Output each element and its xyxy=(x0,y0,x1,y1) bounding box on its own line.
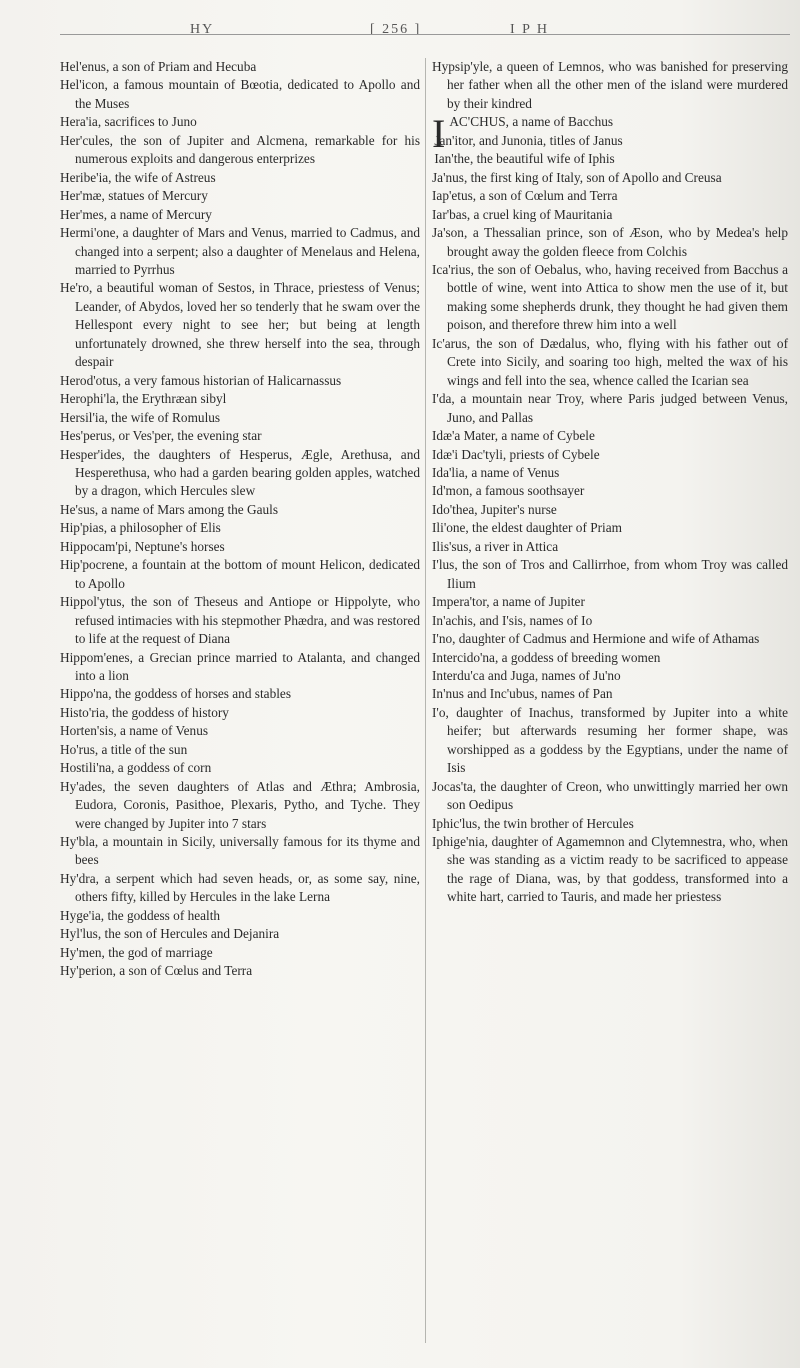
glossary-entry: Horten'sis, a name of Venus xyxy=(60,723,209,739)
glossary-entry: Iphic'lus, the twin brother of Hercules xyxy=(432,815,634,831)
glossary-entry: Hesper'ides, the daughters of Hesperus, Ægle, Arethusa, and Hesperethusa, who had a garden bearing golden apples, watched by a dragon, which Hercules slew xyxy=(60,446,420,499)
glossary-entry: Hel'icon, a famous mountain of Bœotia, dedicated to Apollo and the Muses xyxy=(60,77,420,111)
header-right-letters: I P H xyxy=(510,22,550,37)
glossary-entry: Id'mon, a famous soothsayer xyxy=(432,483,585,499)
header-rule xyxy=(60,34,790,35)
glossary-entry: Hel'enus, a son of Priam and Hecuba xyxy=(60,59,257,74)
glossary-entry: Jocas'ta, the daughter of Creon, who unwittingly married her own son Oedipus xyxy=(432,778,788,813)
glossary-entry: In'achis, and I'sis, names of Io xyxy=(432,612,593,628)
glossary-entry: Ic'arus, the son of Dædalus, who, flying with his father out of Crete into Sicily, and soaring too high, melted the wax of his wings and fell into the sea, whence called the Icarian sea xyxy=(432,335,788,388)
glossary-entry: Ilis'sus, a river in Attica xyxy=(432,538,559,554)
column-divider xyxy=(425,58,426,1343)
glossary-entry: Ili'one, the eldest daughter of Priam xyxy=(432,520,622,536)
glossary-entry: Ica'rius, the son of Oebalus, who, having received from Bacchus a bottle of wine, went into Attica to show men the use of it, but making some shepherds drunk, they thought he had given them poison, and therefore threw him into a well xyxy=(432,261,788,333)
glossary-entry: Iphige'nia, daughter of Agamemnon and Clytemnestra, who, when she was standing as a victim ready to be sacrificed to appease the rage of Diana, was, by that goddess, transformed into a white hart, carried to Tauris, and made her priestess xyxy=(432,834,788,905)
glossary-entry: Heribe'ia, the wife of Astreus xyxy=(60,169,216,185)
glossary-entry: Idæ'i Dac'tyli, priests of Cybele xyxy=(432,446,600,462)
glossary-entry: Hippo'na, the goddess of horses and stables xyxy=(60,686,291,702)
glossary-entry: Her'mes, a name of Mercury xyxy=(60,206,212,222)
glossary-entry: Hip'pias, a philosopher of Elis xyxy=(60,520,221,536)
glossary-entry: Hip'pocrene, a fountain at the bottom of mount Helicon, dedicated to Apollo xyxy=(60,557,420,591)
glossary-entry: Hy'dra, a serpent which had seven heads, or, as some say, nine, others fifty, killed by Hercules in the lake Lerna xyxy=(60,870,420,905)
section-drop-cap: I xyxy=(432,111,446,157)
glossary-entry: Interdu'ca and Juga, names of Ju'no xyxy=(432,667,621,683)
glossary-entry: Hy'perion, a son of Cœlus and Terra xyxy=(60,963,253,979)
glossary-entry: I'o, daughter of Inachus, transformed by Jupiter into a white heifer; but afterwards resuming her former shape, was worshipped as a goddess by the Egyptians, under the name of Isis xyxy=(432,704,788,776)
glossary-entry: Hy'bla, a mountain in Sicily, universally famous for its thyme and bees xyxy=(60,834,420,868)
glossary-entry: Hes'perus, or Ves'per, the evening star xyxy=(60,428,262,444)
glossary-entry: Ida'lia, a name of Venus xyxy=(432,464,560,480)
glossary-entry: I'no, daughter of Cadmus and Hermione and wife of Athamas xyxy=(432,631,760,647)
glossary-entry: Ja'son, a Thessalian prince, son of Æson, who by Medea's help brought away the golden fleece from Colchis xyxy=(432,225,788,259)
glossary-entry: Hypsip'yle, a queen of Lemnos, who was banished for preserving her father when all the other men of the island were murdered by their kindred xyxy=(432,59,788,111)
glossary-entry: I'da, a mountain near Troy, where Paris judged between Venus, Juno, and Pallas xyxy=(432,391,788,425)
glossary-entry: Hera'ia, sacrifices to Juno xyxy=(60,114,197,130)
glossary-entry: Jan'itor, and Junonia, titles of Janus xyxy=(434,132,623,148)
glossary-entry: Hippol'ytus, the son of Theseus and Antiope or Hippolyte, who refused intimacies with his stepmother Phædra, and was restored to life at the request of Diana xyxy=(60,594,420,647)
glossary-entry: Herod'otus, a very famous historian of Halicarnassus xyxy=(60,372,342,388)
left-column xyxy=(60,58,420,981)
glossary-entry: Iap'etus, a son of Cœlum and Terra xyxy=(432,188,618,204)
glossary-entry: He'ro, a beautiful woman of Sestos, in Thrace, priestess of Venus; Leander, of Abydos, loved her so tenderly that he swam over the Hellespont every night to see her; but being at length unfortunately drowned, she threw herself into the sea, through despair xyxy=(60,280,420,370)
glossary-entry: Impera'tor, a name of Jupiter xyxy=(432,594,585,610)
glossary-entry: Her'cules, the son of Jupiter and Alcmena, remarkable for his numerous exploits and dangerous enterprizes xyxy=(60,132,420,167)
glossary-entry: Hy'men, the god of marriage xyxy=(60,944,213,960)
glossary-entry: Histo'ria, the goddess of history xyxy=(60,704,229,720)
glossary-entry: I'lus, the son of Tros and Callirrhoe, from whom Troy was called Ilium xyxy=(432,557,788,591)
glossary-entry: Idæ'a Mater, a name of Cybele xyxy=(432,428,595,444)
glossary-entry: Ian'the, the beautiful wife of Iphis xyxy=(434,151,615,167)
glossary-entry: Hermi'one, a daughter of Mars and Venus, married to Cadmus, and changed into a serpent; also a daughter of Menelaus and Helena, married to Pyrrhus xyxy=(60,225,420,277)
glossary-entry: Intercido'na, a goddess of breeding women xyxy=(432,649,661,665)
glossary-entry: He'sus, a name of Mars among the Gauls xyxy=(60,501,279,517)
glossary-entry: Ja'nus, the first king of Italy, son of Apollo and Creusa xyxy=(432,169,722,185)
glossary-entry: Hippom'enes, a Grecian prince married to Atalanta, and changed into a lion xyxy=(60,649,420,683)
glossary-entry: Hy'ades, the seven daughters of Atlas and Æthra; Ambrosia, Eudora, Coronis, Pasithoe, Plexaris, Pytho, and Tyche. They were changed by Jupiter into 7 stars xyxy=(60,778,420,831)
glossary-entry: Ho'rus, a title of the sun xyxy=(60,741,188,757)
glossary-entry: Herophi'la, the Erythræan sibyl xyxy=(60,391,227,407)
glossary-entry: Hostili'na, a goddess of corn xyxy=(60,760,212,776)
glossary-entry: Ido'thea, Jupiter's nurse xyxy=(432,501,557,517)
glossary-entry: Her'mæ, statues of Mercury xyxy=(60,188,208,204)
glossary-entry: IAC'CHUS, a name of Bacchus xyxy=(432,111,614,157)
glossary-entry: Iar'bas, a cruel king of Mauritania xyxy=(432,206,613,222)
glossary-entry: Hippocam'pi, Neptune's horses xyxy=(60,538,225,554)
header-left-letters: HY xyxy=(190,22,215,37)
glossary-entry: Hersil'ia, the wife of Romulus xyxy=(60,409,221,425)
glossary-entry: Hyl'lus, the son of Hercules and Dejanira xyxy=(60,926,280,942)
glossary-entry: In'nus and Inc'ubus, names of Pan xyxy=(432,686,613,702)
right-column xyxy=(432,58,788,907)
running-header xyxy=(60,12,780,52)
page-number: [ 256 ] xyxy=(370,22,422,37)
glossary-entry: Hyge'ia, the goddess of health xyxy=(60,907,221,923)
